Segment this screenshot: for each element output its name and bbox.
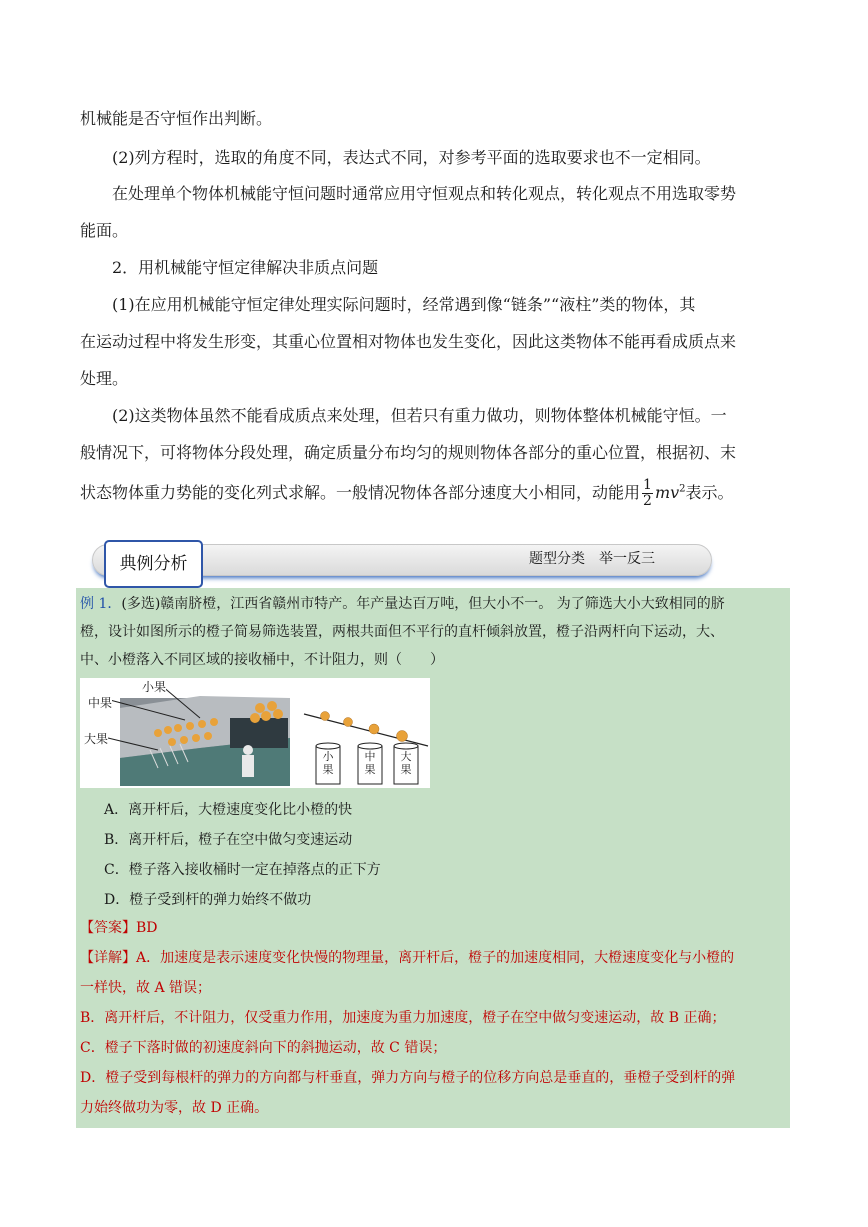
paragraph-line: 机械能是否守恒作出判断。: [80, 109, 273, 128]
label-large-fruit: 大果: [84, 732, 109, 746]
worker-body: [242, 755, 254, 777]
option-c: C．橙子落入接收桶时一定在掉落点的正下方: [104, 862, 381, 878]
bucket-label-large: 大果: [400, 750, 412, 776]
text-segment: 状态物体重力势能的变化列式求解。一般情况物体各部分速度大小相同，动能用: [80, 483, 641, 502]
detail-line: 一样快，故 A 错误；: [80, 980, 212, 996]
answer-line: [80, 918, 158, 938]
label-small-fruit: 小果: [142, 680, 167, 694]
label-medium-fruit: 中果: [88, 696, 113, 710]
section-heading: 2．用机械能守恒定律解决非质点问题: [112, 258, 379, 277]
paragraph-line: (1)在应用机械能守恒定律处理实际问题时，经常遇到像“链条”“液柱”类的物体，其: [112, 295, 696, 314]
example-box: [76, 588, 790, 1128]
bucket-label-medium: 中果: [364, 750, 376, 776]
paragraph-line: 处理。: [80, 369, 129, 388]
question-line: 中、小橙落入不同区域的接收桶中，不计阻力，则（ ）: [80, 652, 444, 668]
sorting-device-figure: [80, 678, 430, 788]
detail-line: 力始终做功为零，故 D 正确。: [80, 1100, 269, 1116]
answer-tag: 【答案】: [80, 920, 136, 936]
banner-tag: 典例分析: [104, 540, 203, 588]
fraction: [642, 478, 653, 509]
fraction-numerator: 1: [643, 477, 652, 493]
question-label: 例 1．: [80, 596, 122, 612]
formula-exponent: 2: [679, 483, 686, 495]
detail-line: D．橙子受到每根杆的弹力的方向都与杆垂直，弹力方向与橙子的位移方向总是垂直的，垂橙子受到杆的弹: [80, 1070, 736, 1086]
text-segment: 表示。: [685, 483, 734, 502]
paragraph-line: (2)这类物体虽然不能看成质点来处理，但若只有重力做功，则物体整体机械能守恒。一: [112, 406, 727, 425]
bucket-label-small: 小果: [322, 750, 334, 776]
figure-illustration: [80, 678, 430, 788]
detail-tag: 【详解】: [80, 950, 136, 966]
option-d: D．橙子受到杆的弹力始终不做功: [104, 892, 312, 908]
paragraph-line-with-formula: [80, 478, 734, 509]
paragraph-line: 在处理单个物体机械能守恒问题时通常应用守恒观点和转化观点，转化观点不用选取零势: [112, 184, 737, 203]
paragraph-line: 般情况下，可将物体分段处理，确定质量分布均匀的规则物体各部分的重心位置，根据初、末: [80, 443, 737, 462]
machine-panel: [230, 718, 288, 748]
detail-line: [80, 948, 734, 968]
paragraph-line: 能面。: [80, 221, 129, 240]
detail-line: C．橙子下落时做的初速度斜向下的斜抛运动，故 C 错误；: [80, 1040, 447, 1056]
answer-value: BD: [136, 920, 158, 936]
section-banner: [92, 538, 712, 584]
question-line: 橙，设计如图所示的橙子简易筛选装置，两根共面但不平行的直杆倾斜放置，橙子沿两杆向下运动，大、: [80, 624, 724, 640]
formula: mv: [654, 483, 680, 502]
question-text: (多选)赣南脐橙，江西省赣州市特产。年产量达百万吨，但大小不一。 为了筛选大小大致相同的脐: [121, 596, 725, 612]
worker-head: [243, 745, 253, 755]
detail-text: A．加速度是表示速度变化快慢的物理量，离开杆后，橙子的加速度相同，大橙速度变化与小橙的: [136, 950, 735, 966]
paragraph-line: 在运动过程中将发生形变，其重心位置相对物体也发生变化，因此这类物体不能再看成质点来: [80, 332, 737, 351]
paragraph-line: (2)列方程时，选取的角度不同，表达式不同，对参考平面的选取要求也不一定相同。: [112, 148, 711, 167]
detail-line: B．离开杆后，不计阻力，仅受重力作用，加速度为重力加速度，橙子在空中做匀变速运动，故 B 正确；: [80, 1010, 726, 1026]
option-b: B．离开杆后，橙子在空中做匀变速运动: [104, 832, 353, 848]
banner-subtitle: 题型分类 举一反三: [529, 551, 655, 567]
option-a: A．离开杆后，大橙速度变化比小橙的快: [104, 802, 353, 818]
fraction-denominator: 2: [643, 493, 652, 509]
question-line: [80, 594, 725, 614]
